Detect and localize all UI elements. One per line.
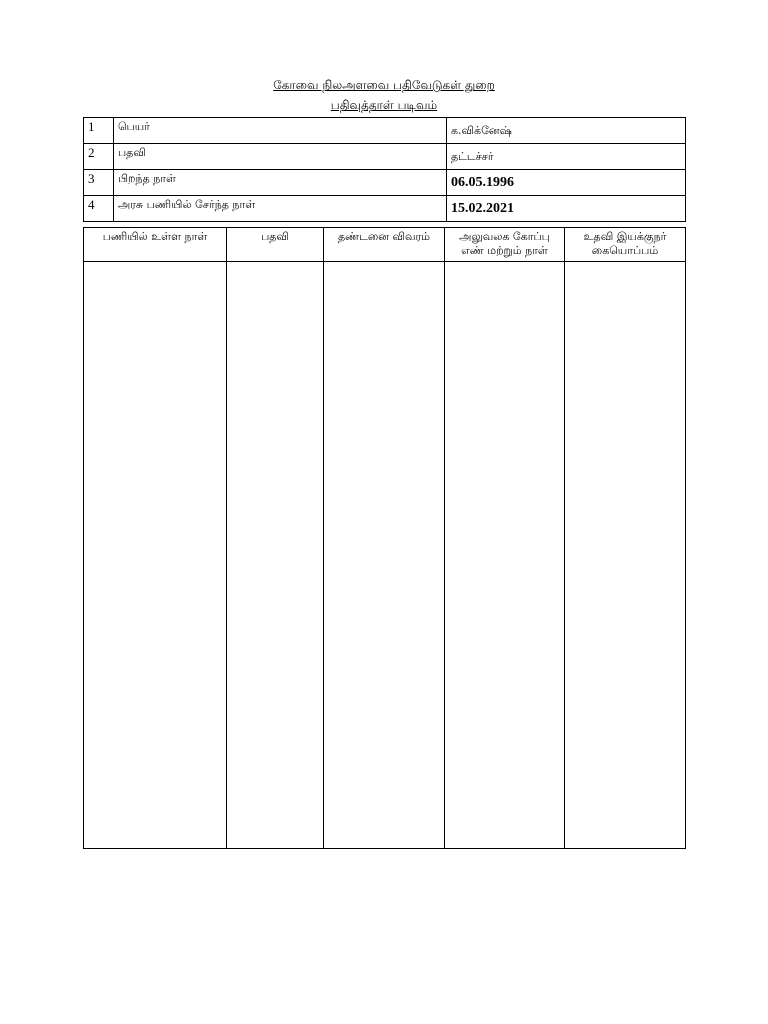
document-title: கோவை நிலஅளவை பதிவேடுகள் துறை bbox=[273, 78, 495, 92]
empty-cell bbox=[565, 262, 686, 849]
field-value-designation: தட்டச்சர் bbox=[447, 144, 686, 170]
row-number: 2 bbox=[84, 144, 114, 170]
field-value-name: க.விக்னேஷ் bbox=[447, 118, 686, 144]
service-record-empty-row bbox=[84, 262, 686, 849]
empty-cell bbox=[445, 262, 565, 849]
row-number: 3 bbox=[84, 170, 114, 196]
empty-cell bbox=[84, 262, 227, 849]
column-header-line: அலுவலக கோப்பு bbox=[459, 230, 550, 243]
column-header-punishment bbox=[324, 228, 445, 262]
details-row-designation bbox=[84, 144, 686, 170]
column-header-signature bbox=[565, 228, 686, 262]
field-label-name: பெயர் bbox=[114, 118, 447, 144]
field-label-joining-date: அரசு பணியில் சேர்ந்த நாள் bbox=[114, 196, 447, 222]
field-label-designation: பதவி bbox=[114, 144, 447, 170]
field-value-birth-date: 06.05.1996 bbox=[447, 170, 686, 196]
column-header-line: பதவி bbox=[261, 230, 289, 243]
details-row-birth-date bbox=[84, 170, 686, 196]
column-header-file-number bbox=[445, 228, 565, 262]
column-header-designation bbox=[227, 228, 324, 262]
row-number: 1 bbox=[84, 118, 114, 144]
document-subtitle: பதிவுத்தாள் படிவம் bbox=[330, 98, 438, 112]
column-header-line: எண் மற்றும் நாள் bbox=[461, 244, 548, 257]
service-record-header-row bbox=[84, 228, 686, 262]
service-record-table bbox=[83, 227, 686, 849]
column-header-line: தண்டனை விவரம் bbox=[337, 230, 431, 243]
empty-cell bbox=[227, 262, 324, 849]
column-header-line: கையொப்பம் bbox=[591, 244, 659, 257]
employee-details-table bbox=[83, 117, 686, 222]
field-label-birth-date: பிறந்த நாள் bbox=[114, 170, 447, 196]
empty-cell bbox=[324, 262, 445, 849]
details-row-joining-date bbox=[84, 196, 686, 222]
row-number: 4 bbox=[84, 196, 114, 222]
field-value-joining-date: 15.02.2021 bbox=[447, 196, 686, 222]
column-header-line: பணியில் உள்ள நாள் bbox=[102, 230, 208, 243]
column-header-line: உதவி இயக்குநர் bbox=[583, 230, 667, 243]
details-row-name bbox=[84, 118, 686, 144]
column-header-service-date bbox=[84, 228, 227, 262]
